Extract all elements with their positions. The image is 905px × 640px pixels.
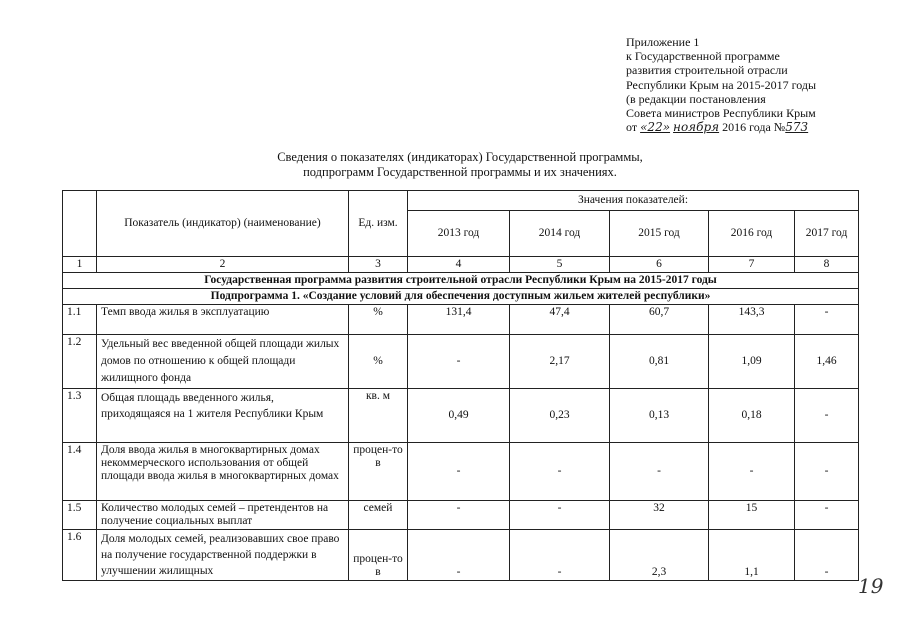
- handwritten-page-number: 19: [858, 574, 884, 598]
- row-value: 0,18: [709, 389, 795, 443]
- handwritten-day: «22»: [640, 120, 671, 135]
- col-number: 6: [610, 257, 709, 273]
- row-value: 0,81: [610, 335, 709, 389]
- table-row: [63, 389, 859, 443]
- header-num-cell: [63, 191, 97, 257]
- row-indicator: Общая площадь введенного жилья, приходящаяся на 1 жителя Республики Крым: [97, 389, 349, 443]
- row-value: 1,46: [795, 335, 859, 389]
- approval-line: к Государственной программе: [626, 49, 780, 64]
- table-row: [63, 530, 859, 581]
- table-row: [63, 443, 859, 501]
- row-number: 1.1: [63, 305, 97, 335]
- row-value: -: [408, 501, 510, 530]
- heading-line-1: Сведения о показателях (индикаторах) Государственной программы,: [277, 150, 643, 164]
- handwritten-month: ноября: [673, 120, 720, 135]
- year-text: 2016 года №: [722, 120, 786, 135]
- header-year: 2017 год: [795, 211, 859, 257]
- row-indicator: Количество молодых семей – претендентов на получение социальных выплат: [97, 501, 349, 530]
- row-value: -: [795, 389, 859, 443]
- col-number: 3: [349, 257, 408, 273]
- header-values-group: Значения показателей:: [408, 191, 859, 211]
- table-row: [63, 501, 859, 530]
- header-year: 2014 год: [510, 211, 610, 257]
- row-number: 1.6: [63, 530, 97, 581]
- row-value: 1,09: [709, 335, 795, 389]
- row-number: 1.2: [63, 335, 97, 389]
- approval-block: [626, 35, 816, 134]
- row-unit: %: [349, 335, 408, 389]
- row-value: -: [795, 530, 859, 581]
- row-value: -: [510, 501, 610, 530]
- row-value: -: [408, 443, 510, 501]
- approval-line: развития строительной отрасли: [626, 63, 788, 78]
- table-row: [63, 305, 859, 335]
- program-title-row: Государственная программа развития строительной отрасли Республики Крым на 2015-2017 годы: [63, 273, 859, 289]
- approval-date-line: [626, 120, 816, 134]
- row-value: 0,49: [408, 389, 510, 443]
- col-number: 7: [709, 257, 795, 273]
- col-number: 2: [97, 257, 349, 273]
- row-value: 143,3: [709, 305, 795, 335]
- row-value: -: [408, 335, 510, 389]
- row-value: -: [795, 305, 859, 335]
- row-unit: %: [349, 305, 408, 335]
- row-value: -: [610, 443, 709, 501]
- row-number: 1.4: [63, 443, 97, 501]
- col-number: 4: [408, 257, 510, 273]
- col-number: 1: [63, 257, 97, 273]
- header-year: 2013 год: [408, 211, 510, 257]
- row-indicator: Удельный вес введенной общей площади жилых домов по отношению к общей площади жилищного фонда: [97, 335, 349, 389]
- header-year: 2016 год: [709, 211, 795, 257]
- row-value: 1,1: [709, 530, 795, 581]
- header-year: 2015 год: [610, 211, 709, 257]
- row-value: -: [510, 443, 610, 501]
- approval-line: Совета министров Республики Крым: [626, 106, 816, 121]
- approval-line: Республики Крым на 2015-2017 годы: [626, 77, 817, 92]
- col-number: 5: [510, 257, 610, 273]
- column-numbers-row: [63, 257, 859, 273]
- row-indicator: Темп ввода жилья в эксплуатацию: [97, 305, 349, 335]
- row-unit: процен-тов: [349, 443, 408, 501]
- col-number: 8: [795, 257, 859, 273]
- from-label: от: [626, 120, 638, 135]
- row-value: 15: [709, 501, 795, 530]
- row-value: 0,23: [510, 389, 610, 443]
- row-value: -: [795, 501, 859, 530]
- heading-line-2: подпрограмм Государственной программы и их значениях.: [303, 165, 617, 179]
- row-number: 1.3: [63, 389, 97, 443]
- row-indicator: Доля молодых семей, реализовавших свое право на получение государственной поддержки в улучшении жилищных: [97, 530, 349, 581]
- row-unit: процен-тов: [349, 530, 408, 581]
- row-value: -: [408, 530, 510, 581]
- indicators-table: [62, 190, 859, 581]
- approval-line: (в редакции постановления: [626, 91, 766, 106]
- subprogram-title-row: Подпрограмма 1. «Создание условий для обеспечения доступным жильем жителей республики»: [63, 289, 859, 305]
- row-unit: семей: [349, 501, 408, 530]
- header-unit: Ед. изм.: [349, 191, 408, 257]
- approval-line: Приложение 1: [626, 35, 700, 49]
- row-value: 2,17: [510, 335, 610, 389]
- row-value: 47,4: [510, 305, 610, 335]
- row-value: 131,4: [408, 305, 510, 335]
- document-heading: [230, 150, 690, 180]
- handwritten-doc-number: 573: [785, 120, 809, 135]
- row-unit: кв. м: [349, 389, 408, 443]
- table-row: [63, 335, 859, 389]
- row-value: 60,7: [610, 305, 709, 335]
- row-value: 2,3: [610, 530, 709, 581]
- row-value: -: [795, 443, 859, 501]
- row-number: 1.5: [63, 501, 97, 530]
- row-indicator: Доля ввода жилья в многоквартирных домах некоммерческого использования от общей площади ввода жилья в многоквартирных домах: [97, 443, 349, 501]
- row-value: -: [709, 443, 795, 501]
- row-value: -: [510, 530, 610, 581]
- row-value: 32: [610, 501, 709, 530]
- row-value: 0,13: [610, 389, 709, 443]
- header-indicator: Показатель (индикатор) (наименование): [97, 191, 349, 257]
